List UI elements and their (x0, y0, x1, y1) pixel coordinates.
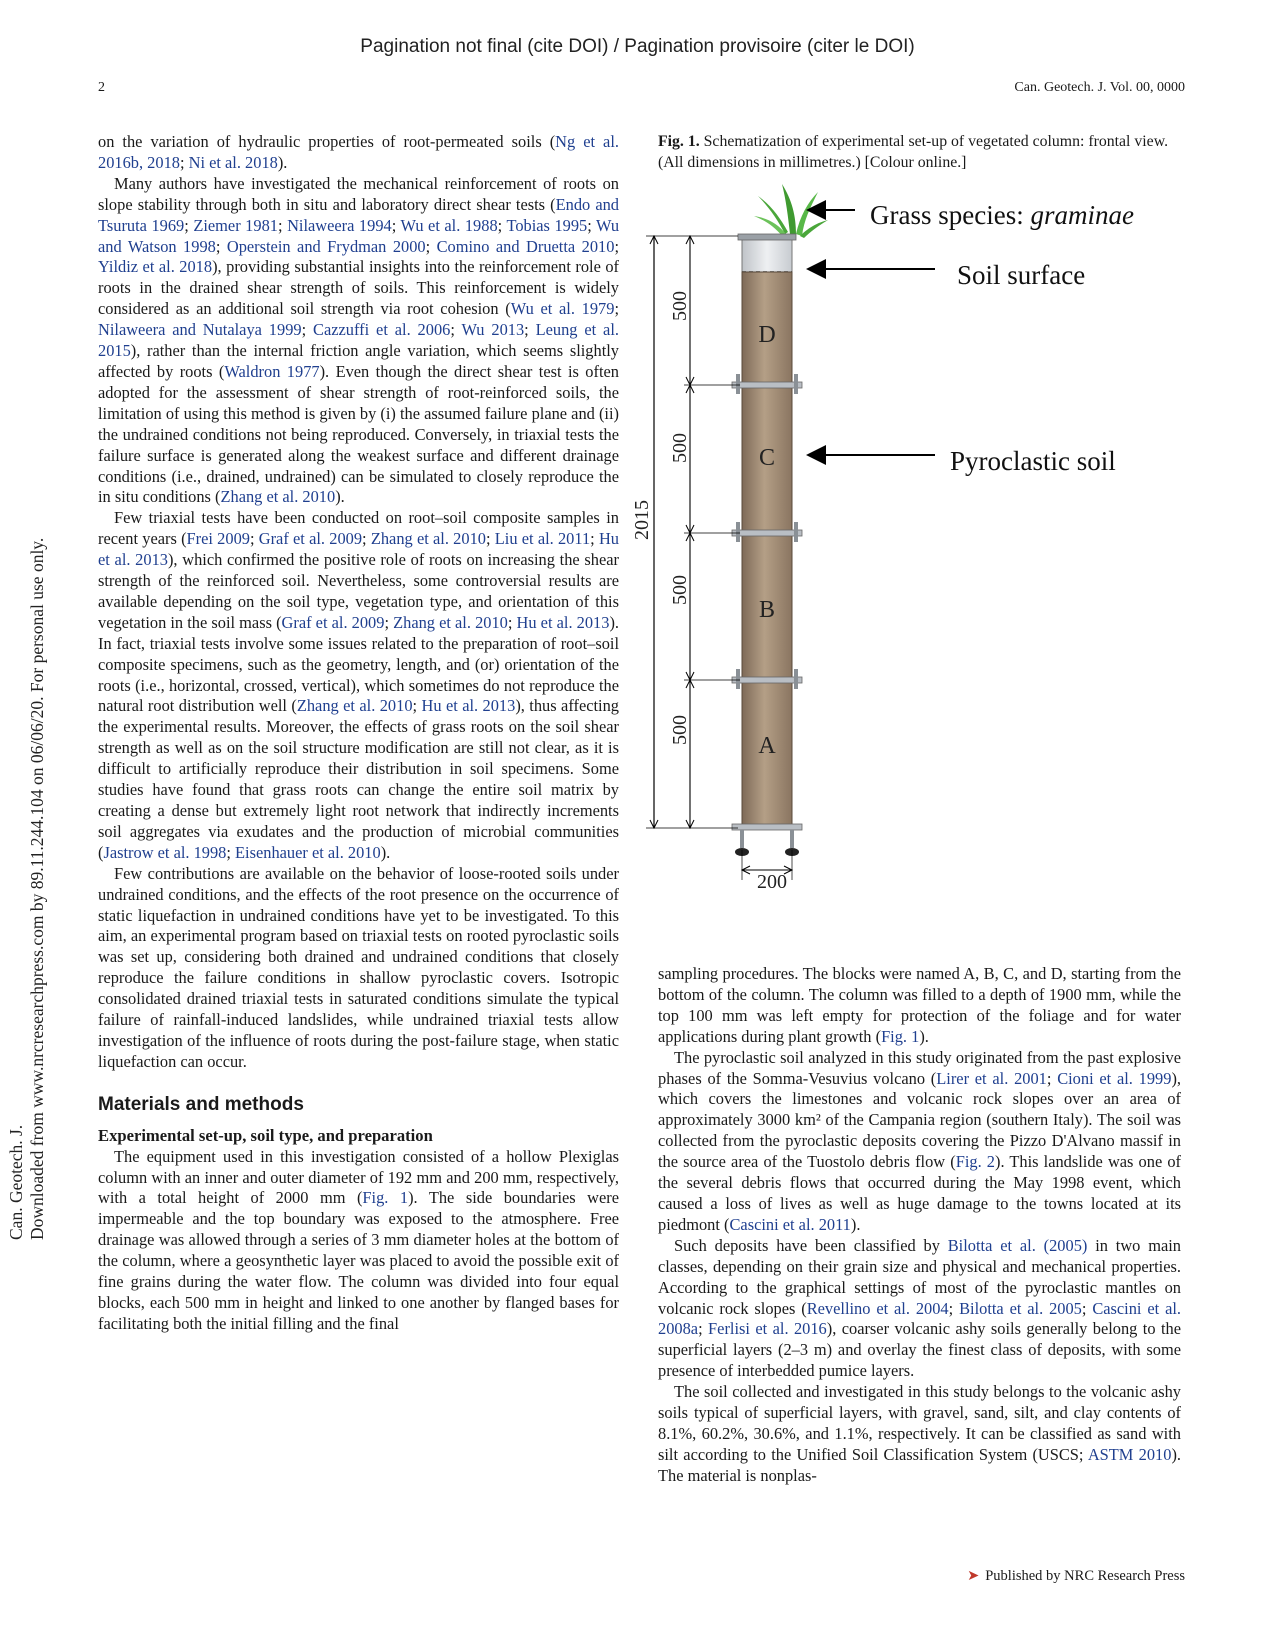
body-text: ; (450, 320, 462, 340)
body-text: ; (524, 320, 536, 340)
label-grass-text: Grass species: (870, 200, 1031, 230)
total-height-dimension (646, 236, 738, 828)
citation-link[interactable]: Waldron 1977 (224, 361, 320, 381)
download-notice-journal: Can. Geotech. J. (6, 1124, 26, 1240)
body-text: ; (507, 612, 517, 632)
body-text: ). In fact, triaxial tests involve some issues related to the preparation of root–soil composite specimens, such as the geometry, length, and (or) orientation of the roots (i.e., horizontal, crossed, vertical), which sometimes do not reproduce the natural root distribution well ( (98, 612, 619, 716)
column-figure (631, 180, 1190, 940)
citation-link[interactable]: Zhang et al. 2010 (220, 487, 336, 507)
label-soil-surface: Soil surface (957, 260, 1086, 290)
paragraph (658, 1382, 1181, 1487)
label-grass-italic: graminae (1030, 200, 1134, 230)
body-text: Many authors have investigated the mechanical reinforcement of roots on slope stability through both in situ and laboratory direct shear tests ( (98, 173, 619, 214)
body-text: ; (277, 215, 288, 235)
citation-link[interactable]: Bilotta et al. 2005 (959, 1298, 1082, 1318)
pagination-banner: Pagination not final (cite DOI) / Pagination provisoire (citer le DOI) (360, 36, 915, 57)
body-text: ; (362, 529, 371, 549)
width-label: 200 (757, 871, 787, 893)
citation-link[interactable]: Revellino et al. 2004 (806, 1298, 949, 1318)
figure-caption-label: Fig. 1. (658, 133, 700, 150)
body-text: ), which confirmed the positive role of roots on increasing the shear strength of the reinforced soil. Nevertheless, some controversial results are available depending on the soil type, vegetation type, and orientation of this vegetation in the soil mass ( (98, 550, 619, 632)
paragraph (658, 1236, 1181, 1382)
citation-link[interactable]: Yildiz et al. 2018 (98, 257, 213, 277)
body-text: ; (614, 299, 620, 319)
citation-link[interactable]: Cascini et al. 2008a (658, 1298, 1181, 1339)
publisher-text: Published by NRC Research Press (985, 1568, 1185, 1584)
block-label-a: A (758, 733, 776, 759)
left-column (98, 132, 619, 1335)
citation-link[interactable]: Zhang et al. 2010 (393, 612, 508, 632)
segment-label-b: 500 (669, 575, 691, 605)
paragraph (658, 964, 1181, 1048)
citation-link[interactable]: Eisenhauer et al. 2010 (235, 842, 381, 862)
citation-link[interactable]: Endo and Tsuruta 1969 (98, 194, 619, 235)
body-text: ; (301, 320, 314, 340)
body-text: ). The side boundaries were impermeable and the top boundary was exposed to the atmosphere. Free drainage was allowed through a series of 3 mm diameter holes at the bottom of the column, where a geosynthetic layer was placed to avoid the possible exit of fine grains during the water flow. The column was divided into four equal blocks, each 500 mm in height and linked to one another by flanged bases for facilitating both the initial filling and the final (98, 1188, 620, 1333)
page-number: 2 (98, 80, 105, 95)
citation-link[interactable]: Frei 2009 (186, 529, 250, 549)
body-text: ). This landslide was one of the several debris flows that occurred during the May 1998 event, which caused a loss of lives as well as huge damage to the towns located at its piedmont ( (658, 1152, 1181, 1234)
section-heading: Materials and methods (98, 1093, 304, 1115)
citation-link[interactable]: Bilotta et al. (2005) (947, 1235, 1088, 1255)
body-text: ; (179, 152, 189, 172)
column-top-rim (738, 234, 796, 240)
citation-link[interactable]: Hu et al. 2013 (98, 529, 620, 570)
total-height-label: 2015 (631, 500, 653, 540)
body-text: Such deposits have been classified by (674, 1235, 948, 1255)
citation-link[interactable]: Hu et al. 2013 (421, 696, 516, 716)
citation-link[interactable]: Tobias 1995 (506, 215, 588, 235)
body-text: ; (948, 1298, 960, 1318)
body-text: ; (698, 1319, 709, 1339)
body-text: ; (590, 529, 599, 549)
body-text: ; (184, 215, 194, 235)
citation-link[interactable]: Fig. 1 (362, 1188, 409, 1208)
label-pyroclastic-soil: Pyroclastic soil (950, 446, 1116, 476)
journal-reference: Can. Geotech. J. Vol. 00, 0000 (1014, 80, 1185, 95)
body-text: ). (850, 1214, 861, 1234)
body-text: ; (1046, 1068, 1058, 1088)
body-text: ), providing substantial insights into the reinforcement role of roots in the drained shear strength of soils. This reinforcement is widely considered as an additional soil strength via root cohesion ( (98, 257, 619, 319)
citation-link[interactable]: Leung et al. 2015 (98, 320, 619, 361)
body-text: Few triaxial tests have been conducted on root–soil composite samples in recent years ( (98, 508, 619, 549)
citation-link[interactable]: Operstein and Frydman 2000 (226, 236, 426, 256)
body-text: ; (391, 215, 401, 235)
citation-link[interactable]: Comino and Druetta 2010 (436, 236, 615, 256)
citation-link[interactable]: Ziemer 1981 (193, 215, 278, 235)
block-label-c: C (758, 445, 776, 471)
paragraph (98, 174, 619, 509)
citation-link[interactable]: Cascini et al. 2011 (729, 1214, 851, 1234)
body-text: ; (249, 529, 259, 549)
citation-link[interactable]: Nilaweera and Nutalaya 1999 (98, 320, 302, 340)
figure-caption-text: Schematization of experimental set-up of vegetated column: frontal view. (All dimensions in millimetres.) [Colour online.] (658, 133, 1169, 171)
body-text: ), thus affecting the experimental results. Moreover, the effects of grass roots on the soil shear strength as well as on the soil structure modification are still not clear, as it is difficult to artificially reproduce their distribution in soil specimens. Some studies have found that grass roots can change the entire soil matrix by creating a dense but extremely light root network that indirectly increments soil aggregates via exudates and the production of microbial communities ( (98, 696, 619, 862)
citation-link[interactable]: Graf et al. 2009 (281, 612, 385, 632)
column-base (732, 824, 802, 856)
body-text: on the variation of hydraulic properties of root-permeated soils ( (98, 132, 556, 151)
citation-link[interactable]: Graf et al. 2009 (258, 529, 363, 549)
download-notice-text: Downloaded from www.nrcresearchpress.com by 89.11.244.104 on 06/06/20. For personal use only. (27, 537, 47, 1240)
paragraph (98, 132, 619, 174)
citation-link[interactable]: Jastrow et al. 1998 (103, 842, 227, 862)
citation-link[interactable]: Ng et al. 2016b, 2018 (98, 132, 619, 172)
body-text: ). (277, 152, 288, 172)
body-text: ), coarser volcanic ashy soils generally belong to the superficial layers (2–3 m) and overlay the finest class of deposits, with some presence of interbedded pumice layers. (658, 1319, 1181, 1381)
citation-link[interactable]: Wu and Watson 1998 (98, 215, 620, 256)
body-text: ; (614, 236, 619, 256)
segment-label-d: 500 (669, 291, 691, 321)
citation-link[interactable]: Hu et al. 2013 (516, 612, 610, 632)
segment-label-c: 500 (669, 433, 691, 463)
citation-link[interactable]: Wu et al. 1979 (510, 299, 615, 319)
subsection-heading: Experimental set-up, soil type, and preparation (98, 1125, 433, 1145)
body-text: ; (587, 215, 597, 235)
body-text: ; (412, 696, 422, 716)
paragraph (658, 1048, 1181, 1236)
citation-link[interactable]: Fig. 1 (881, 1026, 920, 1046)
body-text: in two main classes, depending on their grain size and physical and mechanical properties. According to the graphical settings of most of the pyroclastic mantles on volcanic rock slopes ( (658, 1235, 1181, 1318)
citation-link[interactable]: Wu et al. 1988 (400, 215, 498, 235)
citation-link[interactable]: Cioni et al. 1999 (1057, 1068, 1172, 1088)
column-top-empty (742, 236, 792, 272)
body-text: ). Even though the direct shear test is often adopted for the assessment of shear strength of root-reinforced soils, the limitation of using this method is given by (i) the assumed failure plane and (ii) the undrained conditions not being reproduced. Conversely, in triaxial tests the failure surface is generated along the weakest surface and different drainage conditions (i.e., drained, undrained) can be simulated to closely reproduce the in situ conditions ( (98, 361, 619, 507)
body-text: ; (485, 529, 495, 549)
body-text: ). (380, 842, 391, 862)
citation-link[interactable]: Lirer et al. 2001 (936, 1068, 1047, 1088)
body-text: The pyroclastic soil analyzed in this study originated from the past explosive phases of the Somma-Vesuvius volcano ( (658, 1047, 1181, 1088)
label-grass-species (870, 200, 1134, 230)
body-text: sampling procedures. The blocks were named A, B, C, and D, starting from the bottom of the column. The column was filled to a depth of 1900 mm, while the top 100 mm was left empty for protection of the foliage and for water applications during plant growth ( (658, 964, 1181, 1046)
body-text: Few contributions are available on the behavior of loose-rooted soils under undrained conditions, and the effects of the root presence on the occurrence of static liquefaction in undrained conditions have yet to be investigated. To this aim, an experimental program based on triaxial tests on rooted pyroclastic soils was set up, considering both drained and undrained conditions that closely reproduce the failure conditions in shallow pyroclastic covers. Isotropic consolidated drained triaxial tests in saturated conditions simulate the typical failure of rainfall-induced landslides, while undrained triaxial tests allow investigation of the influence of roots during the post-failure stage, when static liquefaction can occur. (98, 863, 619, 1071)
citation-link[interactable]: Cazzuffi et al. 2006 (313, 320, 451, 340)
body-text: ). The material is nonplas- (658, 1444, 1181, 1485)
citation-link[interactable]: Zhang et al. 2010 (370, 529, 486, 549)
body-text: ; (226, 842, 236, 862)
block-label-d: D (758, 322, 776, 348)
citation-link[interactable]: Ni et al. 2018 (188, 152, 278, 172)
nrc-logo-icon: ➤ (967, 1568, 980, 1584)
download-notice (6, 537, 48, 1240)
paragraph (98, 1147, 619, 1335)
body-text: ; (384, 612, 394, 632)
body-text: ), which covers the limestones and volcanic rock slopes over an area of approximately 3000 km² of the Campania region (southern Italy). The soil was collected from the pyroclastic deposits covering the Pizzo D'Alvano massif in the source area of the Tuostolo debris flow ( (658, 1068, 1182, 1172)
citation-link[interactable]: Zhang et al. 2010 (296, 696, 413, 716)
body-text: ), rather than the internal friction angle variation, which seems slightly affected by roots ( (98, 341, 619, 381)
segment-label-a: 500 (669, 715, 691, 745)
citation-link[interactable]: Liu et al. 2011 (494, 529, 591, 549)
paragraph (98, 864, 619, 1073)
body-text: ; (1081, 1298, 1093, 1318)
paragraph (98, 508, 619, 863)
publisher-footer (967, 1568, 1185, 1585)
citation-link[interactable]: Ferlisi et al. 2016 (708, 1319, 827, 1339)
body-text: ; (497, 215, 507, 235)
citation-link[interactable]: Fig. 2 (955, 1152, 995, 1172)
body-text: The equipment used in this investigation consisted of a hollow Plexiglas column with an inner and outer diameter of 192 mm and 200 mm, respectively, with a total height of 2000 mm ( (98, 1146, 619, 1208)
block-label-b: B (758, 597, 776, 623)
body-text: ). (919, 1026, 929, 1046)
body-text: ; (425, 236, 437, 256)
body-text: ; (215, 236, 227, 256)
segment-dimension (684, 236, 740, 828)
citation-link[interactable]: ASTM 2010 (1087, 1444, 1172, 1464)
figure-caption (658, 132, 1178, 173)
body-text: The soil collected and investigated in this study belongs to the volcanic ashy soils typical of superficial layers, with gravel, sand, silt, and clay contents of 8.1%, 60.2%, 30.6%, and 1.1%, respectively. It can be classified as sand with silt according to the Unified Soil Classification System (USCS; (658, 1382, 1181, 1464)
citation-link[interactable]: Wu 2013 (461, 320, 525, 340)
citation-link[interactable]: Nilaweera 1994 (287, 215, 392, 235)
body-text: ). (335, 487, 345, 507)
right-column (658, 964, 1181, 1487)
